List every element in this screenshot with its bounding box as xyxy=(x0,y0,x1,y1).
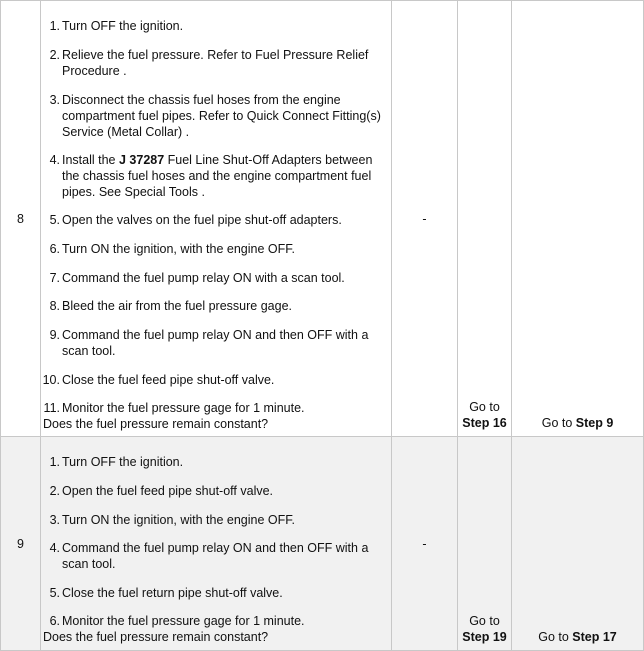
no-cell xyxy=(512,437,644,651)
no-step-link[interactable]: Step 9 xyxy=(575,416,614,430)
yes-step-link[interactable]: Step 19 xyxy=(462,630,507,644)
action-step: 1. Turn OFF the ignition. xyxy=(49,19,184,33)
yes-go-to-label: Go to xyxy=(469,614,500,628)
question-text: Does the fuel pressure remain constant? xyxy=(43,417,269,431)
action-step: 5. Close the fuel return pipe shut-off valve. xyxy=(49,586,283,600)
value-cell: - xyxy=(392,437,458,651)
step-number: 8 xyxy=(1,1,41,437)
action-step: 8. Bleed the air from the fuel pressure gage. xyxy=(49,299,292,313)
value-cell: - xyxy=(392,1,458,437)
table-row xyxy=(1,437,644,651)
action-step: 3. Turn ON the ignition, with the engine OFF. xyxy=(49,513,295,527)
table-row xyxy=(1,1,644,437)
action-step: 7. Command the fuel pump relay ON with a scan tool. xyxy=(49,271,345,285)
action-step: 1. Turn OFF the ignition. xyxy=(49,455,184,469)
action-step: 3. Disconnect the chassis fuel hoses from the engine compartment fuel pipes. Refer to Quick Connect Fitting(s) Service (Metal Collar) . xyxy=(49,93,381,139)
action-cell xyxy=(41,1,392,437)
yes-cell xyxy=(458,1,512,437)
action-step: 5. Open the valves on the fuel pipe shut-off adapters. xyxy=(49,213,342,227)
action-step: 10. Close the fuel feed pipe shut-off valve. xyxy=(42,373,275,387)
no-step-link[interactable]: Step 17 xyxy=(572,630,617,644)
no-cell xyxy=(512,1,644,437)
no-go-to-label: Go to xyxy=(538,630,573,644)
question-text: Does the fuel pressure remain constant? xyxy=(43,630,269,644)
action-step: 2. Relieve the fuel pressure. Refer to Fuel Pressure Relief Procedure . xyxy=(49,48,369,78)
yes-go-to-label: Go to xyxy=(469,400,500,414)
action-step: 9. Command the fuel pump relay ON and then OFF with a scan tool. xyxy=(49,328,369,358)
yes-cell xyxy=(458,437,512,651)
no-go-to-label: Go to xyxy=(541,416,576,430)
action-step: 4. Command the fuel pump relay ON and then OFF with a scan tool. xyxy=(49,541,369,571)
action-step: 2. Open the fuel feed pipe shut-off valve. xyxy=(49,484,274,498)
yes-step-link[interactable]: Step 16 xyxy=(462,416,507,430)
action-step: 6. Turn ON the ignition, with the engine OFF. xyxy=(49,242,295,256)
action-step: 11. Monitor the fuel pressure gage for 1 minute. xyxy=(43,401,305,415)
action-cell xyxy=(41,437,392,651)
action-step: 4. Install the J 37287 Fuel Line Shut-Off Adapters between the chassis fuel hoses and the engine compartment fuel pipes. See Special Tools . xyxy=(49,153,373,199)
action-step: 6. Monitor the fuel pressure gage for 1 minute. xyxy=(49,614,305,628)
step-number: 9 xyxy=(1,437,41,651)
